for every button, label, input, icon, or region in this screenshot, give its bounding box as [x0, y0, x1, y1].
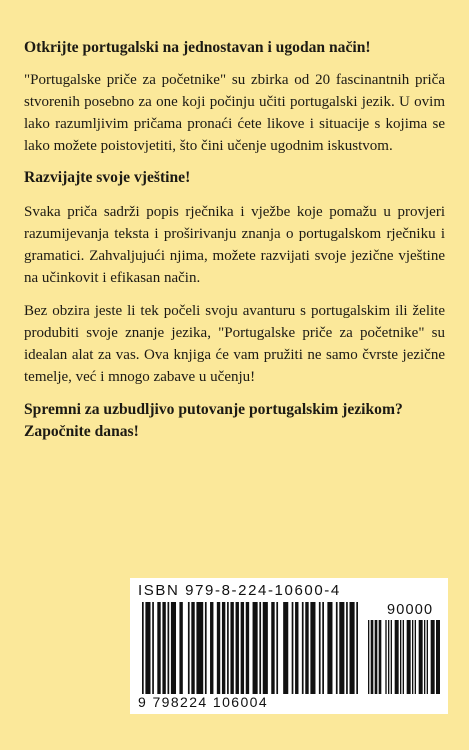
addon-bar	[400, 620, 401, 694]
barcode-bar	[276, 602, 278, 694]
barcode-bar	[319, 602, 321, 694]
addon-bar	[371, 620, 374, 694]
addon-bar	[419, 620, 423, 694]
barcode-bar	[227, 602, 229, 694]
addon-bar	[391, 620, 392, 694]
closing-call-to-action: Započnite danas!	[24, 423, 139, 440]
barcode-bar	[356, 602, 358, 694]
barcode-digits: 9 798224 106004	[138, 694, 268, 710]
barcode-bar	[327, 602, 332, 694]
barcode-bar	[339, 602, 344, 694]
addon-bar	[424, 620, 425, 694]
barcode-bar	[217, 602, 220, 694]
barcode-bar	[310, 602, 315, 694]
addon-bar	[436, 620, 440, 694]
addon-bar	[368, 620, 369, 694]
barcode-bar	[188, 602, 190, 694]
addon-bar	[395, 620, 399, 694]
barcode-bar	[246, 602, 249, 694]
barcode-bar	[230, 602, 233, 694]
barcode-bar	[205, 602, 207, 694]
closing-question: Spremni za uzbudljivo putovanje portugalskim jezikom?	[24, 401, 403, 418]
barcode-bar	[259, 602, 261, 694]
barcode-bar	[322, 602, 324, 694]
barcode-bar	[295, 602, 298, 694]
addon-bar	[403, 620, 404, 694]
barcode-bars	[142, 602, 358, 694]
isbn-label: ISBN 979-8-224-10600-4	[138, 582, 341, 599]
barcode-bar	[196, 602, 203, 694]
barcode-bar	[253, 602, 258, 694]
price-addon-bars	[368, 620, 440, 694]
price-code: 90000	[387, 602, 434, 618]
barcode-bar	[292, 602, 294, 694]
barcode-bar	[152, 602, 154, 694]
barcode-bar	[263, 602, 268, 694]
addon-bar	[431, 620, 435, 694]
barcode-bar	[336, 602, 338, 694]
barcode-bar	[302, 602, 304, 694]
addon-bar	[385, 620, 386, 694]
barcode-bar	[145, 602, 150, 694]
level-paragraph: Bez obzira jeste li tek počeli svoju avanturu s portugalskim ili želite produbiti svoje znanje jezika, "Portugalske priče za početnike" su idealan alat za vas. Ova knjiga će vam pružiti ne samo čvrste jezične temelje, već i mnogo zabave u učenju!	[24, 303, 445, 385]
addon-bar	[412, 620, 413, 694]
barcode-bar	[241, 602, 244, 694]
barcode-bar	[171, 602, 176, 694]
barcode-bar	[191, 602, 194, 694]
skills-heading: Razvijajte svoje vještine!	[24, 169, 191, 186]
addon-bar	[407, 620, 411, 694]
barcode-bar	[210, 602, 213, 694]
addon-bar	[415, 620, 416, 694]
barcode-bar	[271, 602, 274, 694]
intro-heading: Otkrijte portugalski na jednostavan i ugodan način!	[24, 39, 371, 56]
isbn-barcode	[130, 578, 448, 714]
barcode-bar	[162, 602, 165, 694]
addon-bar	[427, 620, 428, 694]
skills-paragraph: Svaka priča sadrži popis rječnika i vježbe koje pomažu u provjeri razumijevanja teksta i proširivanju znanja o portugalskom rječniku i gramatici. Zahvaljujući njima, možete razvijati svoje jezične vještine na učinkovit i efikasan način.	[24, 204, 445, 286]
barcode-bar	[349, 602, 354, 694]
barcode-bar	[236, 602, 239, 694]
barcode-bar	[179, 602, 182, 694]
barcode-bar	[168, 602, 170, 694]
barcode-bar	[222, 602, 225, 694]
back-cover-text	[24, 38, 445, 443]
barcode-bar	[346, 602, 348, 694]
intro-paragraph: "Portugalske priče za početnike" su zbirka od 20 fascinantnih priča stvorenih posebno za one koji počinju učiti portugalski jezik. U ovim lako razumljivim pričama pronaći ćete likove i situacije s kojima se lako možete poistovjetiti, što čini učenje ugodnim iskustvom.	[24, 72, 445, 154]
addon-bar	[388, 620, 389, 694]
barcode-bar	[283, 602, 288, 694]
barcode-bar	[142, 602, 144, 694]
addon-bar	[375, 620, 378, 694]
barcode-bar	[157, 602, 160, 694]
addon-bar	[379, 620, 382, 694]
barcode-bar	[305, 602, 308, 694]
